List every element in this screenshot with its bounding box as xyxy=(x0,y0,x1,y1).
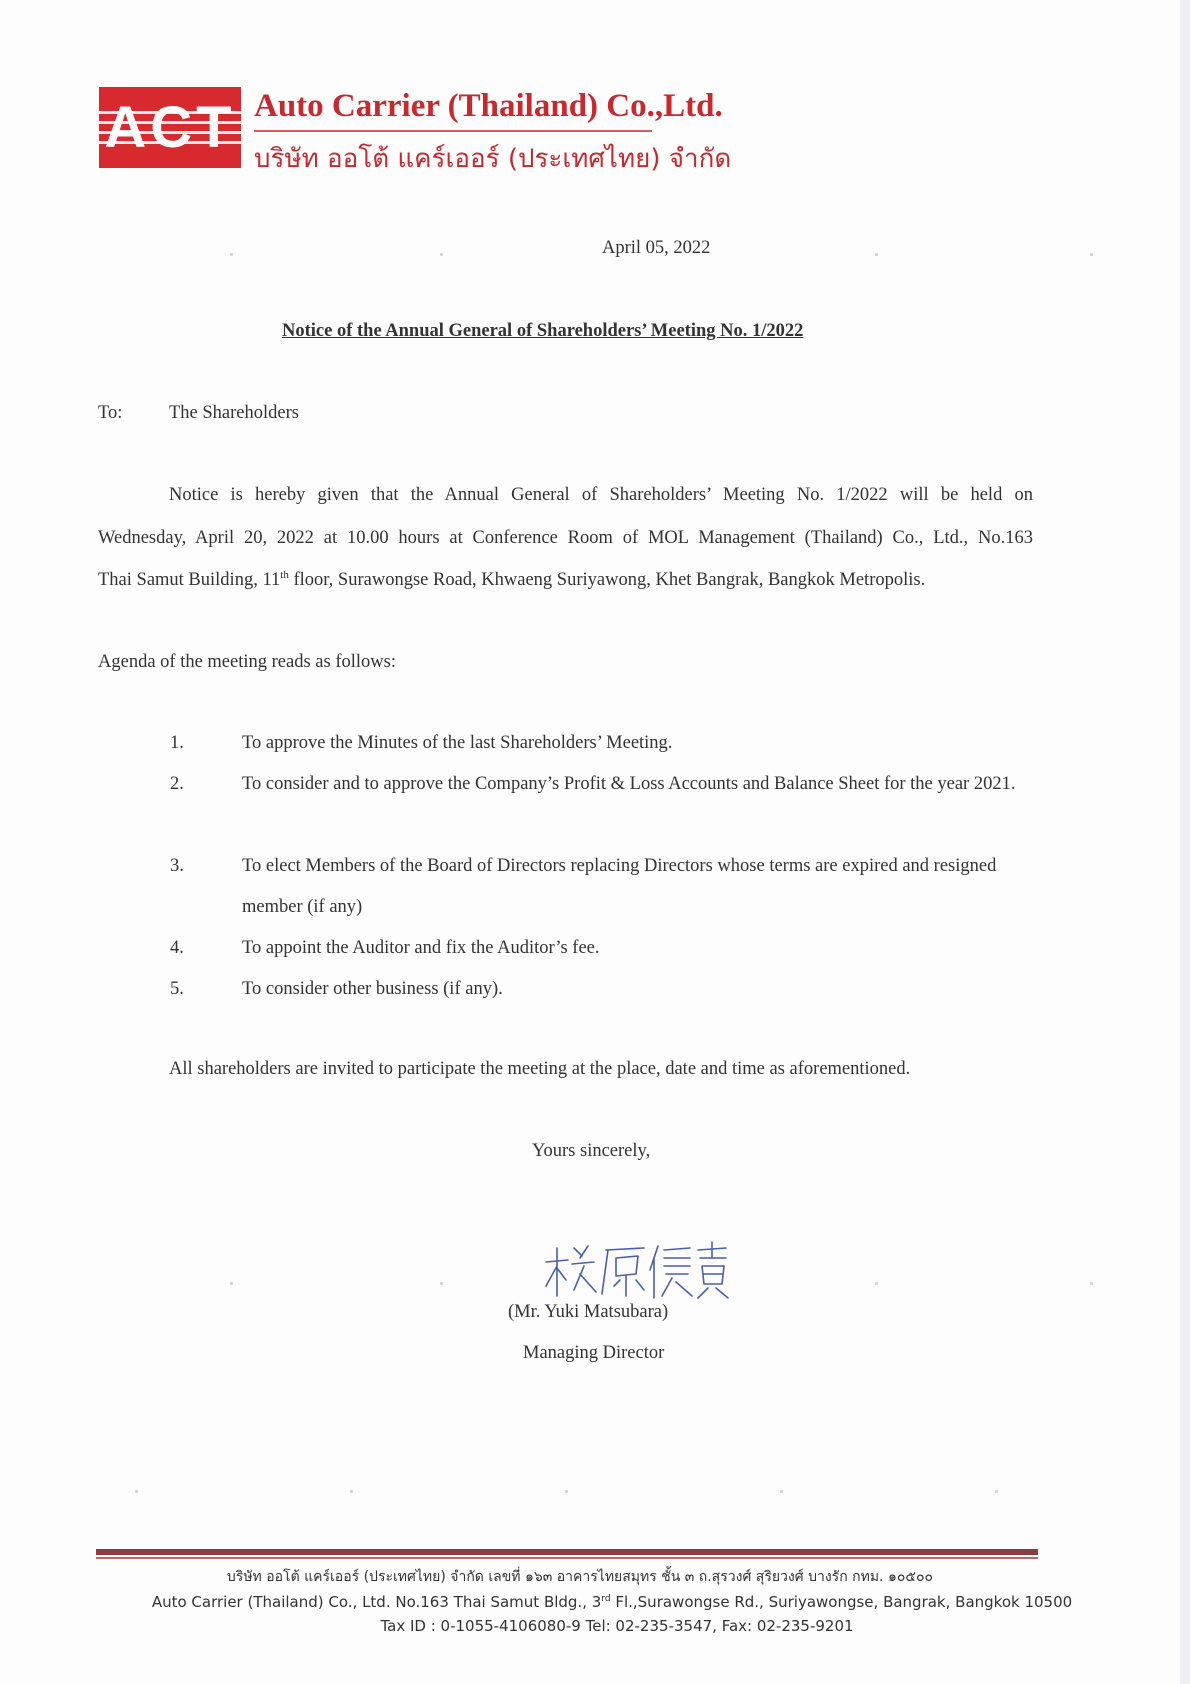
footer-rule-thin xyxy=(96,1557,1038,1559)
signature-image xyxy=(540,1240,730,1302)
agenda-item-number: 5. xyxy=(170,979,184,999)
recipient-label: To: xyxy=(98,403,123,423)
company-name-th: บริษัท ออโต้ แคร์เออร์ (ประเทศไทย) จำกัด xyxy=(254,144,732,174)
agenda-item-text: To consider and to approve the Company’s Profit & Loss Accounts and Balance Sheet for the year 2021. xyxy=(242,774,1016,794)
notice-title: Notice of the Annual General of Shareholders’ Meeting No. 1/2022 xyxy=(282,321,804,341)
company-name-en: Auto Carrier (Thailand) Co.,Ltd. xyxy=(254,88,723,124)
sign-off-salutation: Yours sincerely, xyxy=(532,1141,651,1161)
agenda-intro: Agenda of the meeting reads as follows: xyxy=(98,652,396,672)
signer-position: Managing Director xyxy=(523,1343,665,1363)
notice-line-2: Wednesday, April 20, 2022 at 10.00 hours at Conference Room of MOL Management (Thailand) Co., Ltd., No.163 xyxy=(98,527,1033,548)
agenda-item-text: To appoint the Auditor and fix the Auditor’s fee. xyxy=(242,938,600,958)
agenda-item-number: 2. xyxy=(170,774,184,794)
agenda-item-number: 3. xyxy=(170,856,184,876)
footer-tax-contact: Tax ID : 0-1055-4106080-9 Tel: 02-235-3547, Fax: 02-235-9201 xyxy=(380,1617,854,1635)
logo-text: ACT xyxy=(104,95,236,160)
scan-edge xyxy=(1180,0,1190,1684)
agenda-item-text: To elect Members of the Board of Directors replacing Directors whose terms are expired and resigned member (if any) xyxy=(242,856,997,917)
notice-line-1: Notice is hereby given that the Annual General of Shareholders’ Meeting No. 1/2022 will be held on xyxy=(169,485,1033,505)
agenda-item-number: 1. xyxy=(170,733,184,753)
signer-name: (Mr. Yuki Matsubara) xyxy=(508,1302,669,1322)
footer-address-en: Auto Carrier (Thailand) Co., Ltd. No.163 Thai Samut Bldg., 3rd Fl.,Surawongse Rd., Suriyawongse, Bangrak, Bangkok 10500 xyxy=(151,1593,1073,1611)
letter-date: April 05, 2022 xyxy=(602,238,711,258)
recipient-value: The Shareholders xyxy=(169,403,299,423)
notice-paragraph xyxy=(98,474,1033,602)
footer-rule xyxy=(96,1549,1038,1555)
closing-statement: All shareholders are invited to participate the meeting at the place, date and time as aforementioned. xyxy=(169,1059,911,1079)
notice-line-3: Thai Samut Building, 11th floor, Surawongse Road, Khwaeng Suriyawong, Khet Bangrak, Bangkok Metropolis. xyxy=(98,568,926,590)
letterhead-rule xyxy=(254,130,652,132)
agenda-item-number: 4. xyxy=(170,938,184,958)
footer-address-th: บริษัท ออโต้ แคร์เออร์ (ประเทศไทย) จำกัด เลขที่ ๑๖๓ อาคารไทยสมุทร ชั้น ๓ ถ.สุรวงศ์ สุริยวงศ์ บางรัก กทม. ๑๐๕๐๐ xyxy=(226,1569,934,1585)
agenda-item-text: To approve the Minutes of the last Shareholders’ Meeting. xyxy=(242,733,673,753)
company-logo xyxy=(99,87,241,168)
agenda-item-text: To consider other business (if any). xyxy=(242,979,503,999)
